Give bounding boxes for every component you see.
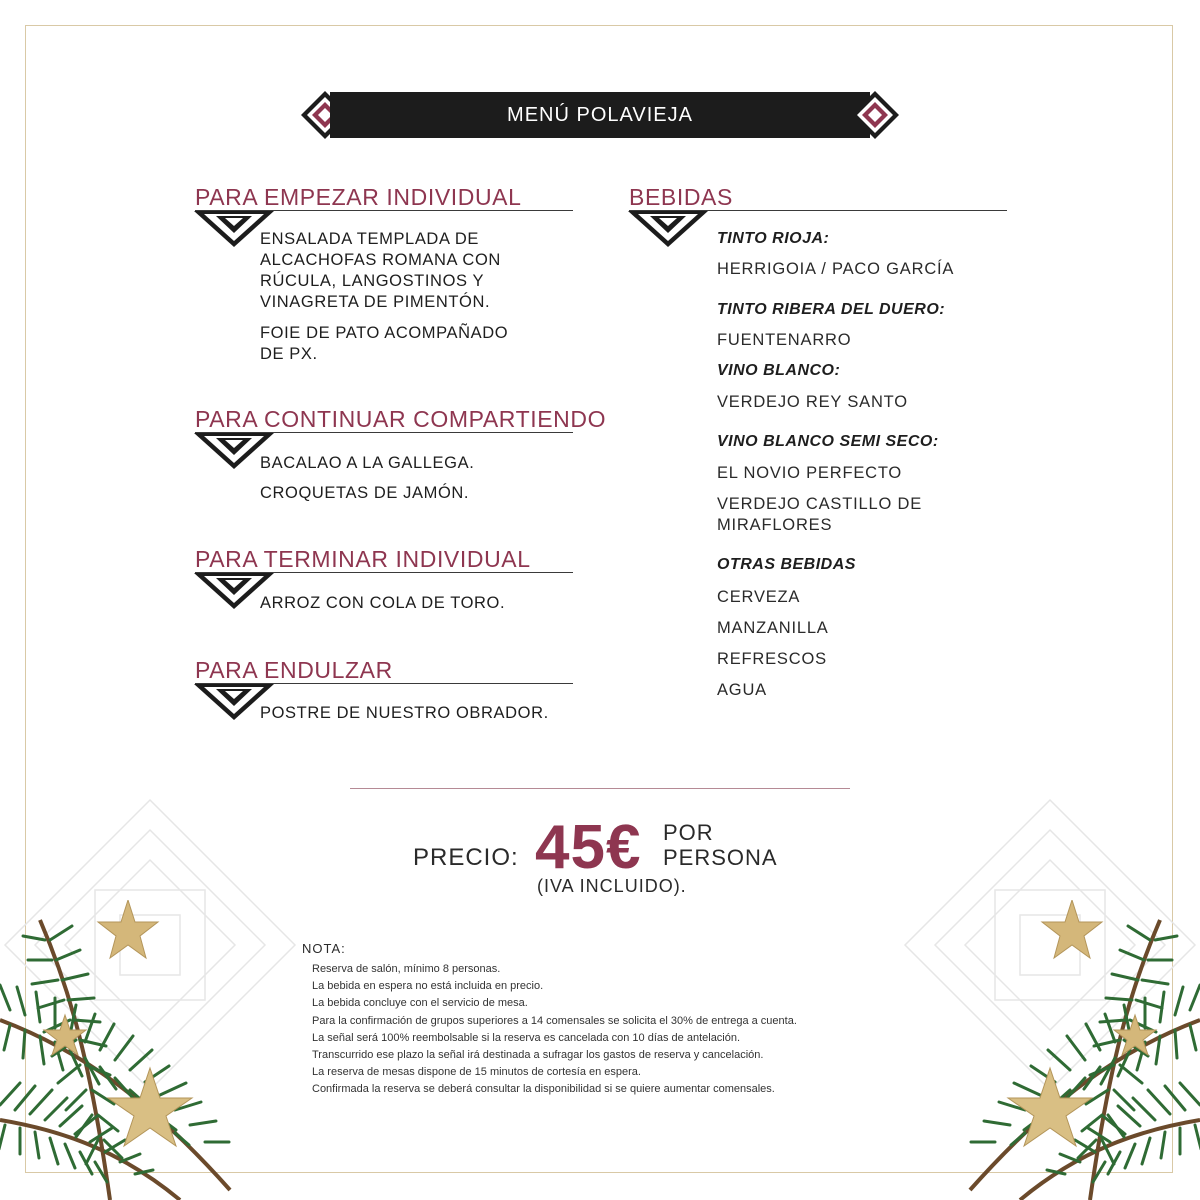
tax-note: (IVA INCLUIDO). (537, 876, 687, 896)
drink-item: EL NOVIO PERFECTO (717, 464, 903, 482)
menu-item: CROQUETAS DE JAMÓN. (260, 484, 470, 502)
note-line: La señal será 100% reembolsable si la reserva es cancelada con 10 días de antelación. (312, 1031, 741, 1044)
menu-title: MENÚ POLAVIEJA (507, 103, 693, 126)
note-line: Confirmada la reserva se deberá consultar la disponibilidad si se quiere aumentar comensales. (312, 1083, 775, 1096)
drinks-title: BEBIDAS (629, 184, 733, 210)
drink-item: REFRESCOS (717, 650, 827, 668)
note-line: La bebida en espera no está incluida en precio. (312, 980, 544, 993)
section-ornament-icon (628, 211, 708, 247)
notes-list (312, 961, 797, 1099)
note-line: La reserva de mesas dispone de 15 minutos de cortesía en espera. (312, 1066, 641, 1079)
drink-item: FUENTENARRO (717, 331, 852, 349)
drink-category: OTRAS BEBIDAS (717, 556, 856, 573)
pine-branch-icon (0, 900, 300, 1200)
price-label: PRECIO: (413, 844, 519, 871)
drink-category: TINTO RIBERA DEL DUERO: (717, 301, 946, 318)
price-amount: 45€ (535, 813, 642, 882)
menu-item: ENSALADA TEMPLADA DE ALCACHOFAS ROMANA CON RÚCULA, LANGOSTINOS Y VINAGRETA DE PIMENTÓN. (260, 230, 501, 311)
gold-star-icon (108, 1068, 192, 1146)
notes-title: NOTA: (302, 941, 346, 956)
drink-item: VERDEJO REY SANTO (717, 393, 908, 411)
menu-item: ARROZ CON COLA DE TORO. (260, 594, 506, 612)
drink-item: VERDEJO CASTILLO DE MIRAFLORES (717, 495, 922, 534)
drink-category: VINO BLANCO SEMI SECO: (717, 433, 939, 450)
gold-star-icon (98, 900, 158, 958)
section-title: PARA EMPEZAR INDIVIDUAL (195, 184, 522, 210)
price-unit: PERSONA (663, 845, 778, 870)
drink-item: CERVEZA (717, 588, 801, 606)
note-line: La bebida concluye con el servicio de mesa. (312, 997, 528, 1010)
note-line: Reserva de salón, mínimo 8 personas. (312, 963, 501, 975)
drink-category: TINTO RIOJA: (717, 230, 830, 247)
menu-item: BACALAO A LA GALLEGA. (260, 454, 475, 472)
section-title: PARA TERMINAR INDIVIDUAL (195, 546, 531, 572)
divider (350, 788, 850, 789)
note-line: Transcurrido ese plazo la señal irá destinada a sufragar los gastos de reserva y cancelación. (312, 1049, 764, 1062)
menu-banner (300, 92, 900, 138)
diamond-ornament-icon (850, 90, 900, 140)
menu-item: FOIE DE PATO ACOMPAÑADO DE PX. (260, 324, 509, 363)
section-title: PARA CONTINUAR COMPARTIENDO (195, 406, 607, 432)
section-title: PARA ENDULZAR (195, 657, 393, 683)
menu-item: POSTRE DE NUESTRO OBRADOR. (260, 704, 549, 722)
pine-branch-icon (900, 900, 1200, 1200)
drink-item: MANZANILLA (717, 619, 829, 637)
drink-category: VINO BLANCO: (717, 362, 841, 379)
banner-bar (330, 92, 870, 138)
drink-item: AGUA (717, 681, 767, 699)
note-line: Para la confirmación de grupos superiores a 14 comensales se solicita el 30% de entrega a cuenta. (312, 1014, 797, 1027)
price-unit: POR (663, 820, 714, 845)
drink-item: HERRIGOIA / PACO GARCÍA (717, 260, 955, 278)
